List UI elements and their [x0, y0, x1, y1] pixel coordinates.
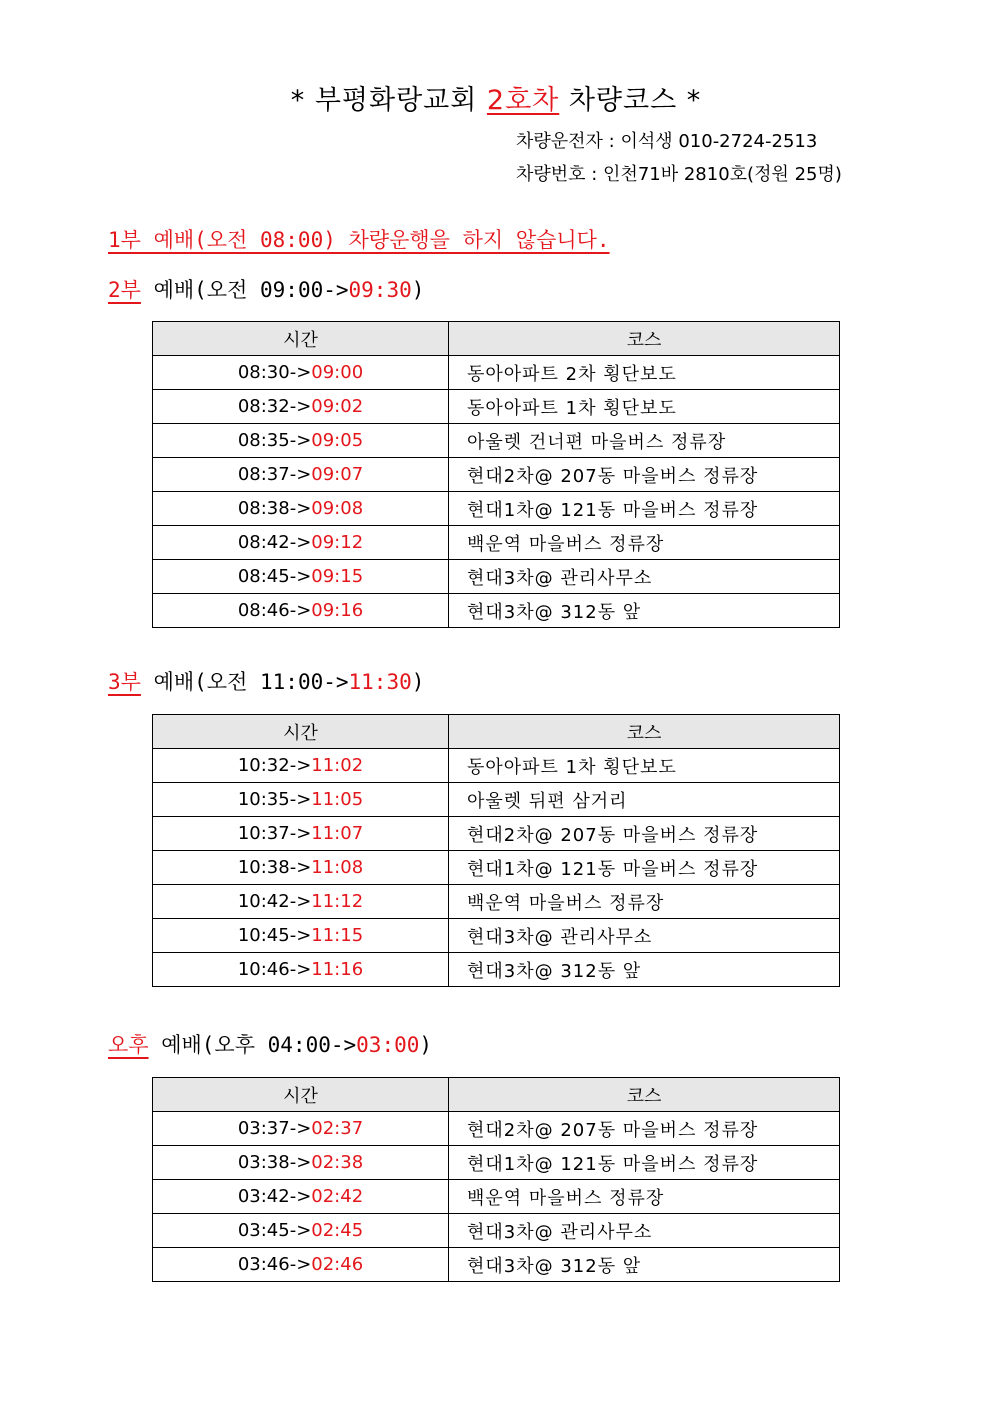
depart-time: 08:38-> — [237, 498, 312, 519]
arrive-time: 02:42 — [311, 1186, 364, 1207]
time-cell — [153, 783, 449, 817]
arrive-time: 11:15 — [311, 925, 364, 946]
arrive-time: 09:07 — [311, 464, 364, 485]
stop-cell: 현대2차@ 207동 마을버스 정류장 — [449, 458, 840, 492]
time-cell — [153, 594, 449, 628]
arrive-time: 11:07 — [311, 823, 364, 844]
time-cell — [153, 526, 449, 560]
table-row — [153, 492, 840, 526]
section-label: 예배(오후 04:00-> — [148, 1033, 357, 1057]
arrive-time: 09:16 — [311, 600, 364, 621]
stop-cell: 동아아파트 1차 횡단보도 — [449, 749, 840, 783]
table-row — [153, 919, 840, 953]
depart-time: 10:35-> — [237, 789, 312, 810]
depart-time: 10:38-> — [237, 857, 312, 878]
depart-time: 08:35-> — [237, 430, 312, 451]
depart-time: 03:45-> — [237, 1220, 312, 1241]
depart-time: 08:30-> — [237, 362, 312, 383]
table-row — [153, 783, 840, 817]
section-number: 오후 — [108, 1033, 149, 1057]
table-row — [153, 424, 840, 458]
bus-number: 2호차 — [486, 85, 560, 116]
time-column-header: 시간 — [153, 1078, 449, 1112]
arrive-time: 02:38 — [311, 1152, 364, 1173]
time-column-header: 시간 — [153, 322, 449, 356]
stop-cell: 아울렛 뒤편 삼거리 — [449, 783, 840, 817]
time-cell — [153, 560, 449, 594]
depart-time: 10:32-> — [237, 755, 312, 776]
time-cell — [153, 919, 449, 953]
stop-cell: 현대3차@ 관리사무소 — [449, 1214, 840, 1248]
course-table — [152, 714, 840, 987]
depart-time: 03:42-> — [237, 1186, 312, 1207]
section-number: 2부 — [108, 278, 141, 302]
time-cell — [153, 458, 449, 492]
section-afternoon-title — [108, 1029, 432, 1059]
stop-cell: 현대3차@ 관리사무소 — [449, 919, 840, 953]
time-cell — [153, 424, 449, 458]
depart-time: 03:38-> — [237, 1152, 312, 1173]
title-suffix: 차량코스 * — [559, 85, 702, 116]
stop-cell: 현대3차@ 312동 앞 — [449, 953, 840, 987]
depart-time: 10:45-> — [237, 925, 312, 946]
time-cell — [153, 953, 449, 987]
depart-time: 08:46-> — [237, 600, 312, 621]
table-row — [153, 817, 840, 851]
table-header-row — [153, 715, 840, 749]
section-arrival: 09:30 — [348, 278, 412, 302]
stop-cell: 아울렛 건너편 마을버스 정류장 — [449, 424, 840, 458]
time-cell — [153, 1112, 449, 1146]
time-cell — [153, 1214, 449, 1248]
section-label-end: ) — [411, 278, 425, 302]
table-row — [153, 526, 840, 560]
table-row — [153, 885, 840, 919]
table-row — [153, 953, 840, 987]
table-row — [153, 356, 840, 390]
service-1-notice: 1부 예배(오전 08:00) 차량운행을 하지 않습니다. — [108, 228, 610, 252]
title-prefix: * 부평화랑교회 — [290, 85, 487, 116]
depart-time: 08:37-> — [237, 464, 312, 485]
table-row — [153, 594, 840, 628]
stop-cell: 현대2차@ 207동 마을버스 정류장 — [449, 1112, 840, 1146]
time-cell — [153, 492, 449, 526]
time-cell — [153, 1180, 449, 1214]
time-cell — [153, 749, 449, 783]
arrive-time: 11:05 — [311, 789, 364, 810]
depart-time: 10:46-> — [237, 959, 312, 980]
table-row — [153, 1146, 840, 1180]
arrive-time: 09:12 — [311, 532, 364, 553]
section-label: 예배(오전 09:00-> — [140, 278, 349, 302]
arrive-time: 11:16 — [311, 959, 364, 980]
section-3-title — [108, 666, 424, 696]
table-row — [153, 851, 840, 885]
stop-cell: 현대1차@ 121동 마을버스 정류장 — [449, 851, 840, 885]
section-number: 3부 — [108, 670, 141, 694]
arrive-time: 11:12 — [311, 891, 364, 912]
depart-time: 08:32-> — [237, 396, 312, 417]
page-title — [0, 78, 992, 117]
course-column-header: 코스 — [449, 715, 840, 749]
section-2-title — [108, 274, 424, 304]
section-arrival: 11:30 — [348, 670, 412, 694]
time-cell — [153, 851, 449, 885]
depart-time: 03:46-> — [237, 1254, 312, 1275]
vehicle-info: 차량번호 : 인천71바 2810호(정원 25명) — [516, 164, 842, 185]
time-column-header: 시간 — [153, 715, 449, 749]
stop-cell: 현대1차@ 121동 마을버스 정류장 — [449, 1146, 840, 1180]
stop-cell: 백운역 마을버스 정류장 — [449, 1180, 840, 1214]
course-table — [152, 321, 840, 628]
arrive-time: 02:46 — [311, 1254, 364, 1275]
table-row — [153, 749, 840, 783]
arrive-time: 11:02 — [311, 755, 364, 776]
time-cell — [153, 356, 449, 390]
stop-cell: 현대2차@ 207동 마을버스 정류장 — [449, 817, 840, 851]
stop-cell: 동아아파트 1차 횡단보도 — [449, 390, 840, 424]
arrive-time: 09:08 — [311, 498, 364, 519]
table-row — [153, 1180, 840, 1214]
stop-cell: 백운역 마을버스 정류장 — [449, 885, 840, 919]
arrive-time: 09:15 — [311, 566, 364, 587]
stop-cell: 현대3차@ 312동 앞 — [449, 594, 840, 628]
time-cell — [153, 885, 449, 919]
stop-cell: 현대3차@ 312동 앞 — [449, 1248, 840, 1282]
section-label-end: ) — [419, 1033, 433, 1057]
table-row — [153, 1214, 840, 1248]
time-cell — [153, 1146, 449, 1180]
section-label-end: ) — [411, 670, 425, 694]
arrive-time: 02:45 — [311, 1220, 364, 1241]
section-label: 예배(오전 11:00-> — [140, 670, 349, 694]
stop-cell: 백운역 마을버스 정류장 — [449, 526, 840, 560]
depart-time: 10:42-> — [237, 891, 312, 912]
course-table — [152, 1077, 840, 1282]
stop-cell: 현대1차@ 121동 마을버스 정류장 — [449, 492, 840, 526]
course-column-header: 코스 — [449, 322, 840, 356]
table-row — [153, 458, 840, 492]
table-row — [153, 1248, 840, 1282]
time-cell — [153, 817, 449, 851]
arrive-time: 09:00 — [311, 362, 364, 383]
table-header-row — [153, 322, 840, 356]
table-row — [153, 1112, 840, 1146]
depart-time: 10:37-> — [237, 823, 312, 844]
stop-cell: 현대3차@ 관리사무소 — [449, 560, 840, 594]
table-header-row — [153, 1078, 840, 1112]
arrive-time: 11:08 — [311, 857, 364, 878]
time-cell — [153, 1248, 449, 1282]
course-column-header: 코스 — [449, 1078, 840, 1112]
depart-time: 08:45-> — [237, 566, 312, 587]
arrive-time: 09:05 — [311, 430, 364, 451]
table-row — [153, 560, 840, 594]
arrive-time: 09:02 — [311, 396, 364, 417]
driver-info: 차량운전자 : 이석생 010-2724-2513 — [516, 131, 818, 152]
time-cell — [153, 390, 449, 424]
table-row — [153, 390, 840, 424]
depart-time: 08:42-> — [237, 532, 312, 553]
section-arrival: 03:00 — [356, 1033, 420, 1057]
stop-cell: 동아아파트 2차 횡단보도 — [449, 356, 840, 390]
arrive-time: 02:37 — [311, 1118, 364, 1139]
depart-time: 03:37-> — [237, 1118, 312, 1139]
